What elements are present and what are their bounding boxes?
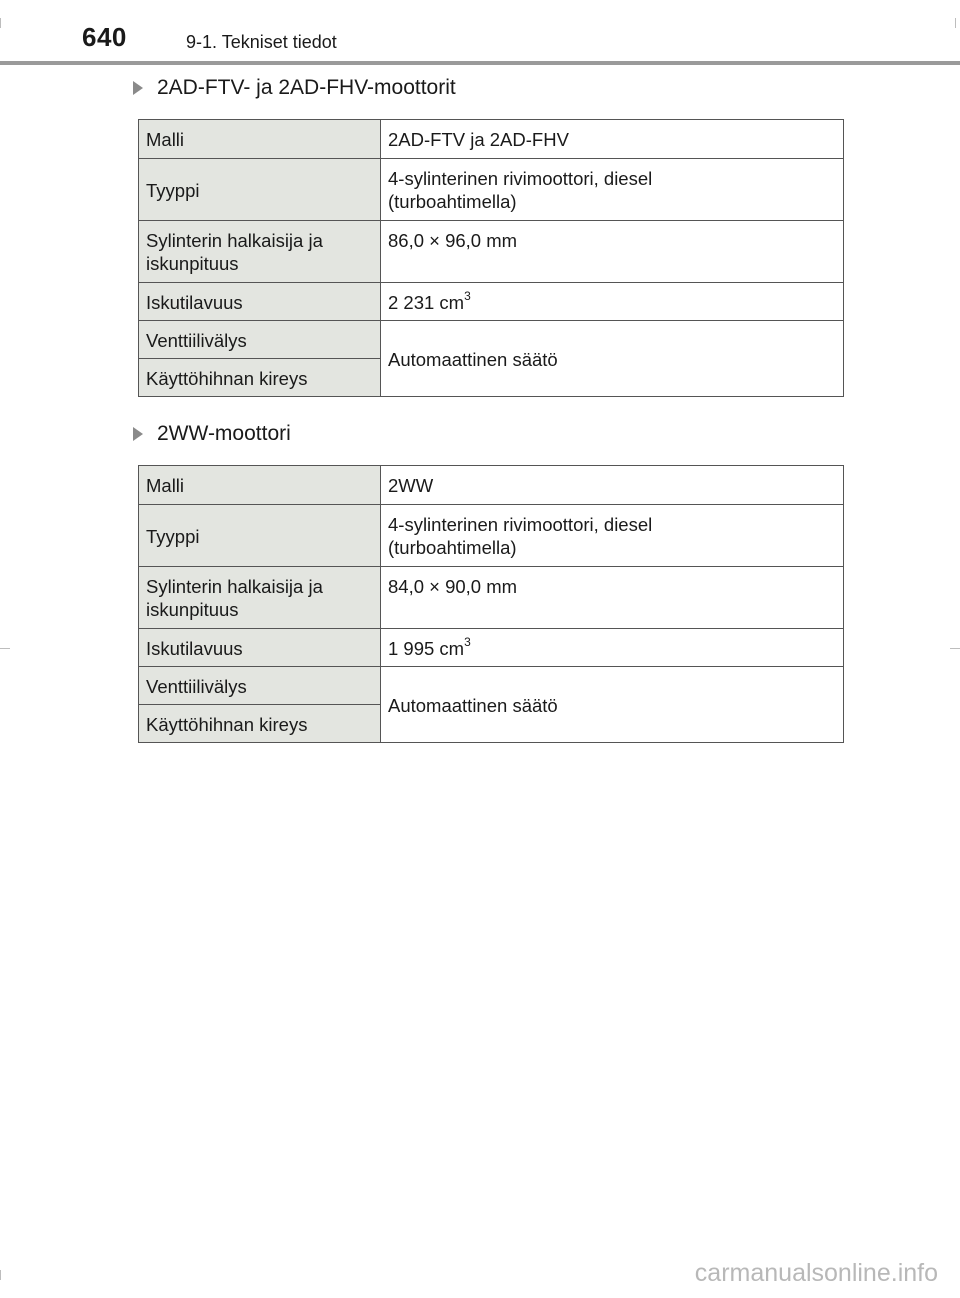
row-value	[381, 629, 844, 667]
row-label: Iskutilavuus	[139, 283, 381, 321]
row-value: 2WW	[381, 466, 844, 505]
value-line: 4-sylinterinen rivimoottori, diesel	[388, 168, 653, 189]
table-row	[139, 667, 844, 705]
row-label: Malli	[139, 466, 381, 505]
crop-mark	[0, 1270, 1, 1280]
table-row	[139, 629, 844, 667]
watermark: carmanualsonline.info	[694, 1259, 938, 1287]
row-value: 2AD-FTV ja 2AD-FHV	[381, 120, 844, 159]
label-line: iskunpituus	[146, 253, 239, 274]
crop-mark	[0, 18, 1, 28]
table-row	[139, 321, 844, 359]
table-row	[139, 505, 844, 567]
table-row	[139, 283, 844, 321]
crop-mark	[0, 648, 10, 649]
row-label: Käyttöhihnan kireys	[139, 705, 381, 743]
row-value: 84,0 × 90,0 mm	[381, 567, 844, 629]
header-rule	[0, 61, 960, 65]
merged-value: Automaattinen säätö	[381, 321, 844, 397]
table-row	[139, 120, 844, 159]
spec-table	[138, 119, 844, 397]
row-label: Venttiilivälys	[139, 321, 381, 359]
crop-mark	[950, 648, 960, 649]
unit-superscript: 3	[464, 288, 471, 303]
page-number: 640	[82, 22, 127, 52]
row-value: 86,0 × 96,0 mm	[381, 221, 844, 283]
section-title	[133, 422, 291, 446]
merged-value: Automaattinen säätö	[381, 667, 844, 743]
spec-table	[138, 465, 844, 743]
row-label	[139, 221, 381, 283]
row-label: Malli	[139, 120, 381, 159]
unit-superscript: 3	[464, 634, 471, 649]
row-label: Tyyppi	[139, 159, 381, 221]
row-label: Käyttöhihnan kireys	[139, 359, 381, 397]
row-label: Tyyppi	[139, 505, 381, 567]
crop-mark	[955, 18, 956, 28]
triangle-bullet-icon	[133, 81, 143, 95]
value-text: 1 995 cm	[388, 638, 465, 659]
row-value	[381, 159, 844, 221]
value-line: 4-sylinterinen rivimoottori, diesel	[388, 514, 653, 535]
table-row	[139, 159, 844, 221]
section-header: 9-1. Tekniset tiedot	[186, 32, 337, 52]
table-row	[139, 466, 844, 505]
section-title-text: 2WW-moottori	[157, 422, 291, 445]
section-title	[133, 76, 456, 100]
value-line: (turboahtimella)	[388, 191, 517, 212]
row-label: Iskutilavuus	[139, 629, 381, 667]
row-value	[381, 283, 844, 321]
section-title-text: 2AD-FTV- ja 2AD-FHV-moottorit	[157, 76, 456, 99]
triangle-bullet-icon	[133, 427, 143, 441]
table-row	[139, 567, 844, 629]
label-line: iskunpituus	[146, 599, 239, 620]
value-text: 2 231 cm	[388, 292, 465, 313]
label-line: Sylinterin halkaisija ja	[146, 230, 323, 251]
value-line: (turboahtimella)	[388, 537, 517, 558]
label-line: Sylinterin halkaisija ja	[146, 576, 323, 597]
row-label: Venttiilivälys	[139, 667, 381, 705]
row-value	[381, 505, 844, 567]
row-label	[139, 567, 381, 629]
table-row	[139, 221, 844, 283]
